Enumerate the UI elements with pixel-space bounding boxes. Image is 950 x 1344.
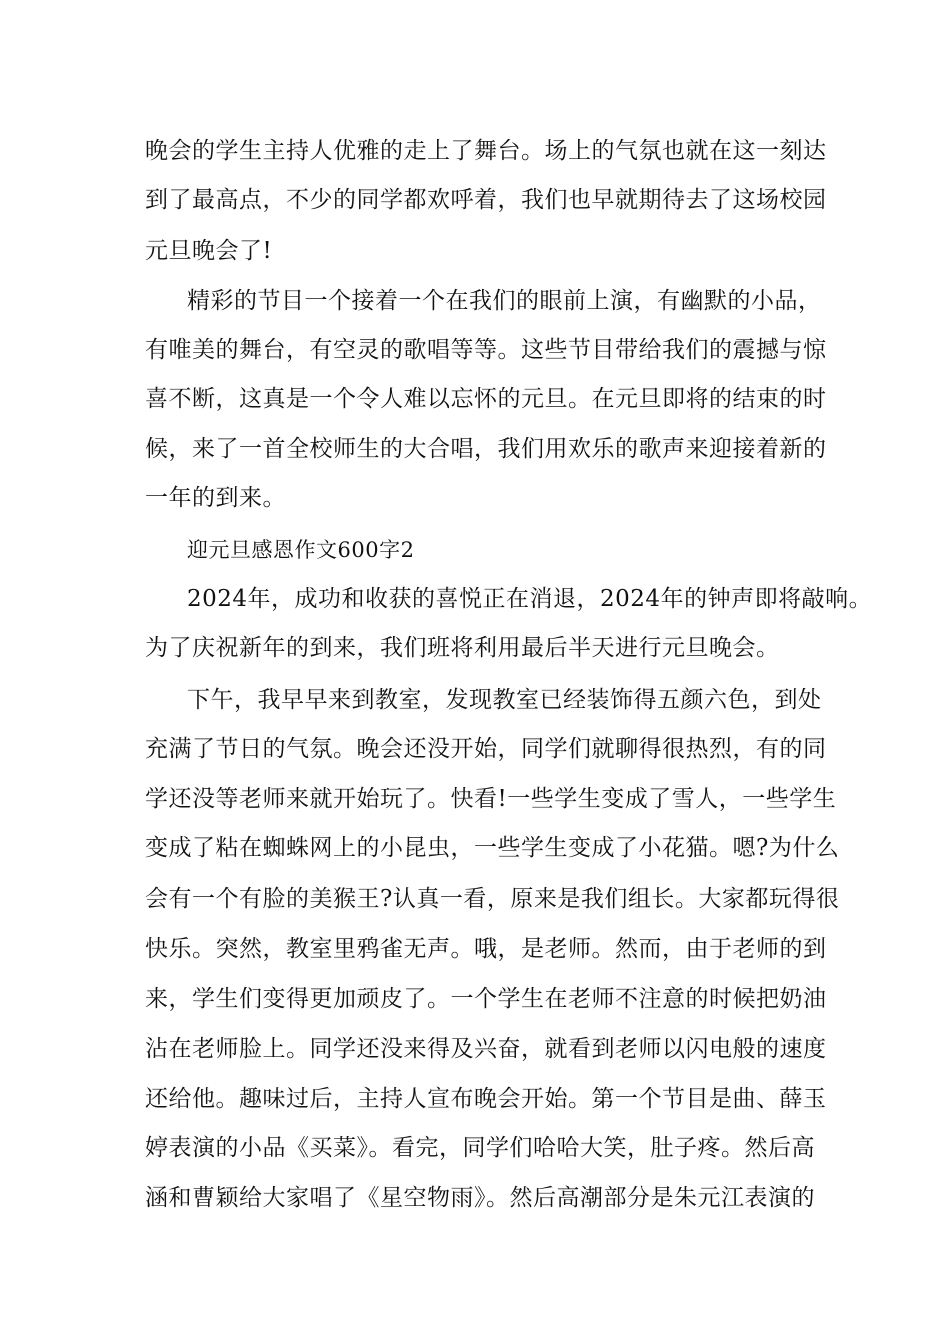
- paragraph-line: 下午，我早早来到教室，发现教室已经装饰得五颜六色，到处: [187, 687, 822, 713]
- paragraph-line: 一年的到来。: [145, 485, 286, 511]
- paragraph-line: 婷表演的小品《买菜》。看完，同学们哈哈大笑，肚子疼。然后高: [145, 1135, 815, 1161]
- paragraph-line: 到了最高点，不少的同学都欢呼着，我们也早就期待去了这场校园: [145, 187, 827, 213]
- paragraph-line: 来，学生们变得更加顽皮了。一个学生在老师不注意的时候把奶油: [145, 986, 827, 1012]
- paragraph-line: 充满了节日的气氛。晚会还没开始，同学们就聊得很热烈，有的同: [145, 736, 827, 762]
- paragraph-line: 学还没等老师来就开始玩了。快看!一些学生变成了雪人，一些学生: [145, 786, 837, 812]
- paragraph-line: 快乐。突然，教室里鸦雀无声。哦，是老师。然而，由于老师的到: [145, 936, 827, 962]
- paragraph-line: 喜不断，这真是一个令人难以忘怀的元旦。在元旦即将的结束的时: [145, 386, 827, 412]
- paragraph-line: 涵和曹颖给大家唱了《星空物雨》。然后高潮部分是朱元江表演的: [145, 1185, 815, 1211]
- paragraph-line: 变成了粘在蜘蛛网上的小昆虫，一些学生变成了小花猫。嗯?为什么: [145, 835, 840, 861]
- paragraph-line: 精彩的节目一个接着一个在我们的眼前上演，有幽默的小品，: [187, 288, 822, 314]
- paragraph-line: 晚会的学生主持人优雅的走上了舞台。场上的气氛也就在这一刻达: [145, 138, 827, 164]
- paragraph-line: 有唯美的舞台，有空灵的歌唱等等。这些节目带给我们的震撼与惊: [145, 337, 827, 363]
- paragraph-line: 候，来了一首全校师生的大合唱，我们用欢乐的歌声来迎接着新的: [145, 436, 827, 462]
- paragraph-line: 沾在老师脸上。同学还没来得及兴奋，就看到老师以闪电般的速度: [145, 1036, 827, 1062]
- section-heading: 迎元旦感恩作文600字2: [187, 538, 415, 562]
- paragraph-line: 还给他。趣味过后，主持人宣布晚会开始。第一个节目是曲、薛玉: [145, 1086, 827, 1112]
- paragraph-line: 为了庆祝新年的到来，我们班将利用最后半天进行元旦晚会。: [145, 635, 780, 661]
- paragraph-line: 元旦晚会了!: [145, 238, 273, 264]
- paragraph-line: 会有一个有脸的美猴王?认真一看，原来是我们组长。大家都玩得很: [145, 886, 840, 912]
- paragraph-line: 2024年，成功和收获的喜悦正在消退，2024年的钟声即将敲响。: [187, 586, 873, 612]
